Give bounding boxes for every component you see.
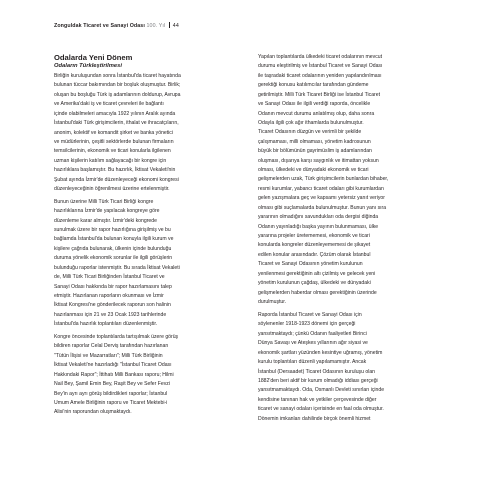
section-title: Odalarda Yeni Dönem: [54, 53, 133, 62]
page-number: 44: [172, 23, 179, 29]
running-header: [54, 22, 179, 29]
body-paragraph: Raporda İstanbul Ticaret ve Sanayi Odası için söylenenler 1918-1923 dönemi için gerçeği yansıtmaktaydı; çünkü Odanın faaliyetleri Birinci Dünya Savaşı ve Ateşkes yıllarının ağır siyasi ve ekonomik şartları yüzünden kesintiye uğramış, yönetim kurulu toplantıları düzenli yapılamamıştır. Ancak İstanbul (Dersaadet) Ticaret Odasının kuruluşu olan 1882'den beri aktif bir kurum olmadığı iddiası gerçeği yansıtmamaktaydı. Oda, Osmanlı Devleti sınırları içinde kendisine tanınan hak ve yetkiler çerçevesinde diğer ticaret ve sanayi odaları içerisinde en faal oda olmuştur. Dönemin imkanları dahilinde birçok önemli hizmet: [258, 311, 385, 422]
body-paragraph: Bunun üzerine Milli Türk Ticari Birliği kongre hazırlıklarına İzmir'de yapılacak kongreye göre düzenleme karar almıştır. İzmir'deki kongrede sunulmak üzere bir rapor hazırlığına girişilmiş ve bu bağlamda İstanbul'da bulunan konuyla ilgili kurum ve kişilere çağrıda bulunarak, ülkenin içinde bulunduğu duruma yönelik ekonomik sorunlar ile ilgili görüşlerin bulunduğu raporlar istenmiştir. Bu sırada İktisat Vekaleti de, Milli Türk Ticari Birliğinden İstanbul Ticaret ve Sanayi Odası hakkında bir rapor hazırlamasını talep etmiştir. Hazırlanan raporların okunması ve İzmir İktisat Kongresi'ne gönderilecek raporun son halinin hazırlanması için 21 ve 23 Ocak 1923 tarihlerinde İstanbul'da hazırlık toplantıları düzenlenmiştir.: [54, 198, 180, 328]
left-column: [54, 53, 222, 421]
header-divider: [169, 22, 170, 28]
anniversary-label: 100. Yıl: [146, 23, 166, 29]
body-paragraph: Birliğin kuruluşundan sonra İstanbul'da ticaret hayatında bulunan tüccar bakımından bir boşluk oluşmuştur. Birlik; oluşan bu boşluğu Türk iş adamlarının doldurup, Avrupa ve Amerika'daki iş ve ticaret çevreleri ile bağlantı içinde olabilmeleri amacıyla 1922 yılının Aralık ayında İstanbul'daki Türk girişimcilerin, ithalat ve ihracatçıların, anonim, kolektif ve komandit şirket ve banka yönetici ve müdürlerinin, çeşitli sektörlerde bulunan firmaların temsilcilerinin, ekonomik ve ticari konularla ilgilenen uzman kişilerin katılım sağlayacağı bir kongre için hazırlıklara başlamıştır. Bu hazırlık, İktisat Vekaleti'nin Şubat ayında İzmir'de düzenleyeceği ekonomi kongresi düzenleyeceğinin öğrenilmesi üzerine ertelenmiştir.: [54, 73, 181, 193]
body-paragraph: Yapılan toplantılarda ülkedeki ticaret odalarının mevcut durumu eleştirilmiş ve İstanbul Ticaret ve Sanayi Odası ile taşradaki ticaret odalarının yeniden yapılandırılması gerektiği konusu katılımcılar tarafından gündeme getirilmiştir. Milli Türk Ticaret Birliği ise İstanbul Ticaret ve Sanayi Odası ile ilgili verdiği raporda, öncelikle Odanın mevcut durumu anlatılmış olup, daha sonra Odayla ilgili çok ağır ithamlarda bulunulmuştur. Ticaret Odasının düzgün ve verimli bir şekilde çalışmaması, milli olmaması, yönetim kadrosunun büyük bir bölümünün gayrimüslim iş adamlarından oluşması, dışarıya karşı saygınlık ve itimattan yoksun olması, ülkedeki ve dünyadaki ekonomik ve ticari gelişmelerden uzak, Türk girişimcilerin bunlardan bihaber, resmi kurumlar, yabancı ticaret odaları gibi kurumlardan gelen yazışmalara geç ve kapsamı yetersiz yanıt veriyor olması gibi suçlamalarda bulunulmuştur. Bunun yanı sıra yararının olmadığını savundukları oda dergisi diğinda Odanın yayınladığı başka yayının bulunmaması, ülke yararına projeler üretememesi, ekonomik ve ticari konularda kongreler düzenleyememesi de şikayet edilen konular arasındadır. Çözüm olarak İstanbul Ticaret ve Sanayi Odasının yönetim kurulunun yenilenmesi gerektiğinin altı çizilmiş ve gelecek yeni yönetim kurulunun çağdaş, ülkedeki ve dünyadaki gelişmelerden haberdar olması gerektiğinin üzerinde durulmuştur.: [258, 54, 389, 305]
body-paragraph: Kongre öncesinde toplantılarda tartışılmak üzere görüş bildiren raporlar Celal Derviş tarafından hazırlanan "Tütün İlişisi ve Mazarratları"; Milli Türk Birliğinin İktisat Vekaleti'ne hazırladığı "İstanbul Ticaret Odası Hakkındaki Rapor"; İttihatı Milli Bankası raporu; Hilmi Nail Bey, Şamil Emin Bey, Raşit Bey ve Sefer Fevzi Bey'in ayrı ayrı görüş bildirdikleri raporlar; İstanbul Umum Amele Birliğinin raporu ve Ticaret Mektebi-i Alisi'nin raporundan oluşmaktaydı.: [54, 333, 179, 416]
publication-title: Zonguldak Ticaret ve Sanayi Odası: [54, 23, 145, 29]
section-subtitle: Odaların Türkleştirilmesi: [54, 63, 122, 69]
right-column: [258, 53, 426, 428]
